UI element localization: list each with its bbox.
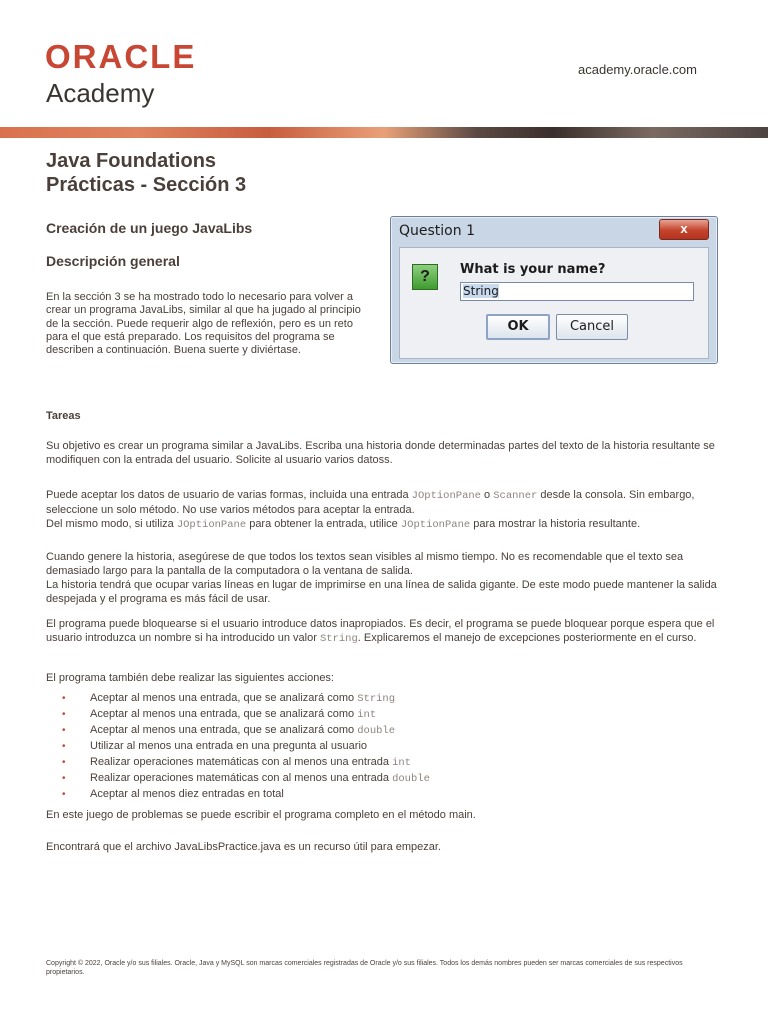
text-run: para obtener la entrada, utilice [246,518,401,530]
tasks-paragraph-4 [46,617,726,646]
code-run: JOptionPane [176,519,247,531]
tasks-paragraph-7: Encontrará que el archivo JavaLibsPractice.java es un recurso útil para empezar. [46,841,441,853]
list-item [62,691,430,707]
dialog-body [399,247,709,359]
list-item [62,787,430,803]
text-run: El programa puede bloquearse si el usuario introduce datos inapropiados. Es decir, el programa se puede bloquear porque espera que el usuario introduzca un nombre si ha introducido un valor [46,618,715,644]
list-item [62,707,430,723]
site-url: academy.oracle.com [578,62,697,77]
header-banner [0,127,768,138]
cancel-button[interactable]: Cancel [556,314,628,340]
dialog-question: What is your name? [460,262,606,277]
tasks-paragraph-3 [46,550,726,606]
text-run: Del mismo modo, si utiliza [46,518,177,530]
bullet-icon: • [62,773,66,784]
list-item [62,755,430,771]
bullet-icon: • [62,709,66,720]
text-run: para mostrar la historia resultante. [470,518,641,530]
code-run: String [319,633,358,645]
tasks-paragraph-2 [46,488,726,532]
list-item-text: Aceptar al menos una entrada, que se analizará como [90,708,358,720]
text-run: . Explicaremos el manejo de excepciones posteriormente en el curso. [357,632,697,644]
code-run: double [392,773,430,785]
list-item-text: Utilizar al menos una entrada en una pregunta al usuario [90,740,368,752]
question-icon: ? [412,264,438,290]
code-run: JOptionPane [400,519,471,531]
text-run: La historia tendrá que ocupar varias líneas en lugar de imprimirse en una línea de salida gigante. De este modo puede mantener la salida despejada y el programa es más fácil de usar. [46,579,717,605]
bullet-icon: • [62,789,66,800]
question-dialog [390,216,718,364]
overview-heading: Descripción general [46,253,180,269]
list-item-text: Realizar operaciones matemáticas con al menos una entrada [90,756,393,768]
bullet-icon: • [62,757,66,768]
tasks-paragraph-6: En este juego de problemas se puede escribir el programa completo en el método main. [46,809,476,821]
list-item [62,723,430,739]
close-icon[interactable]: x [659,219,709,240]
text-run: o [480,489,494,501]
list-item-text: Realizar operaciones matemáticas con al menos una entrada [90,772,393,784]
bullet-icon: • [62,725,66,736]
text-run: Puede aceptar los datos de usuario de varias formas, incluida una entrada [46,489,412,501]
page-subtitle: Prácticas - Sección 3 [46,174,247,196]
list-item [62,739,430,755]
code-run: double [357,725,396,737]
copyright-footer: Copyright © 2022, Oracle y/o sus filiales. Oracle, Java y MySQL son marcas comerciales registradas de Oracle y/o sus filiales. Todos los demás nombres pueden ser marcas comerciales de sus respectivos propietarios. [46,960,683,976]
requirements-list [62,691,430,803]
text-run: Cuando genere la historia, asegúrese de que todos los textos sean visibles al mismo tiempo. No es recomendable que el texto sea demasiado largo para la pantalla de la computadora o la ventana de salida. [46,551,684,577]
list-item-text: Aceptar al menos una entrada, que se analizará como [90,724,358,736]
code-run: int [392,757,411,769]
dialog-title: Question 1 [399,223,475,239]
intro-paragraph: En la sección 3 se ha mostrado todo lo necesario para volver a crear un programa JavaLibs, similar al que ha jugado al principio de la sección. Puede requerir algo de reflexión, pero es un reto para el que está preparado. Los requisitos del programa se describen a continuación. Buena suerte y diviértase. [46,291,361,357]
section-heading: Creación de un juego JavaLibs [46,220,253,236]
tasks-paragraph-5: El programa también debe realizar las siguientes acciones: [46,672,334,684]
code-run: int [357,709,377,721]
oracle-logo: ORACLE [45,38,197,75]
text-run: desde la consola. Sin embargo, seleccione un solo método. No use varios métodos para aceptar la entrada. [46,489,695,516]
code-run: Scanner [493,490,538,502]
academy-logo-text: Academy [46,78,155,108]
list-item-text: Aceptar al menos una entrada, que se analizará como [90,692,358,704]
code-run: JOptionPane [411,490,481,502]
bullet-icon: • [62,741,66,752]
tasks-paragraph-1: Su objetivo es crear un programa similar a JavaLibs. Escriba una historia donde determinadas partes del texto de la historia resultante se modifiquen con la entrada del usuario. Solicite al usuario varios datoss. [46,440,715,466]
name-input[interactable] [460,282,694,301]
list-item-text: Aceptar al menos diez entradas en total [90,788,284,800]
code-run: String [357,693,396,705]
ok-button[interactable]: OK [486,314,550,340]
bullet-icon: • [62,693,66,704]
name-input-value: String [463,284,499,298]
page-title: Java Foundations [46,150,217,172]
list-item [62,771,430,787]
tasks-heading: Tareas [46,410,81,422]
